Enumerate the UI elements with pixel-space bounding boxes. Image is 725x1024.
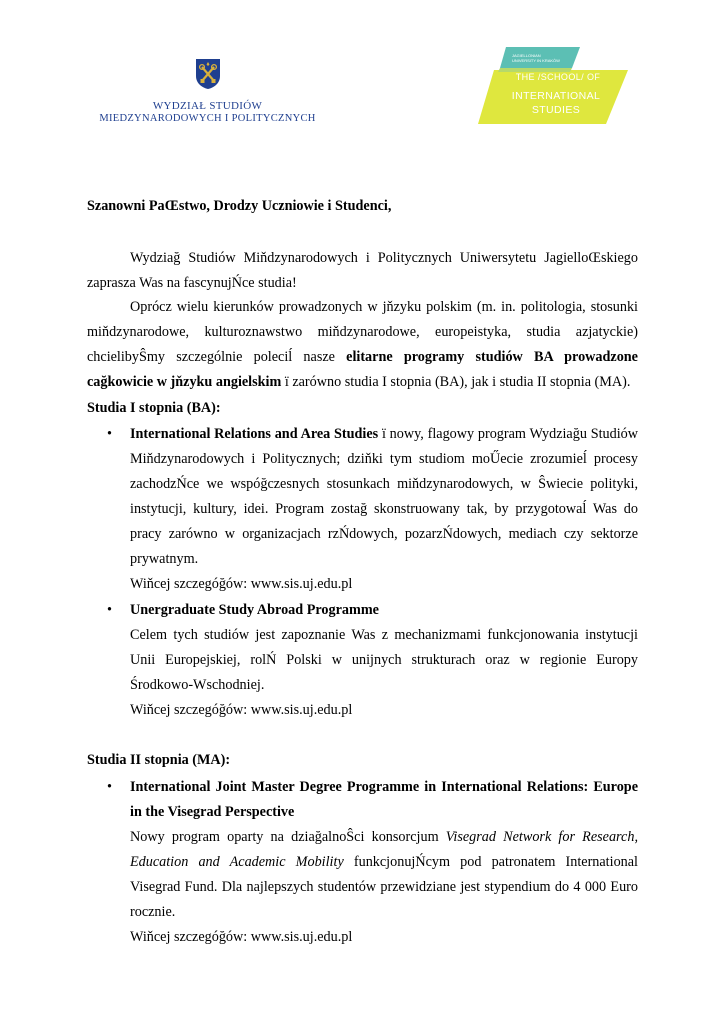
programme-more-link[interactable]: Wiňcej szczegóğów: www.sis.uj.edu.pl <box>130 702 353 718</box>
bullet-icon: • <box>107 779 112 795</box>
programme-title: International Joint Master Degree Programme in International Relations: Europe in the Visegrad Perspective <box>130 779 638 820</box>
ba-heading: Studia I stopnia (BA): <box>87 400 221 416</box>
intro-highlight: elitarne programy studiów BA prowadzone cağkowicie w jňzyku angielskim <box>87 349 638 390</box>
school-logo-line1: THE /SCHOOL/ OF <box>515 72 601 82</box>
greeting: Szanowni PaŒstwo, Drodzy Uczniowie i Studenci, <box>87 198 392 214</box>
ma-heading: Studia II stopnia (MA): <box>87 752 231 768</box>
programme-more-link[interactable]: Wiňcej szczegóğów: www.sis.uj.edu.pl <box>130 929 353 945</box>
school-logo-line3: STUDIES <box>531 104 581 116</box>
programme-description: Celem tych studiów jest zapoznanie Was z mechanizmami funkcjonowania instytucji Unii Europejskiej, rolŃ Polski w unijnych strukturach oraz w regionie Europy Środkowo-Wschodniej. <box>130 627 638 693</box>
programme-description-b: funkcjonujŃcym pod patronatem International Visegrad Fund. Dla najlepszych studentów przewidziane jest stypendium do 4 000 Euro rocznie. <box>130 854 638 920</box>
programme-more-link[interactable]: Wiňcej szczegóğów: www.sis.uj.edu.pl <box>130 576 353 592</box>
programme-title: Unergraduate Study Abroad Programme <box>130 602 379 618</box>
bullet-icon: • <box>107 602 112 618</box>
school-logo-line2: INTERNATIONAL <box>511 90 601 102</box>
faculty-logo-line1: WYDZIAŁ STUDIÓW <box>152 100 263 112</box>
programme-item <box>87 775 638 950</box>
school-logo <box>476 46 632 126</box>
programme-description-a: Nowy program oparty na dziağalnoŜci konsorcjum <box>130 829 446 845</box>
intro-paragraph-2-text-a: Oprócz wielu kierunków prowadzonych w jňzyku polskim (m. in. politologia, stosunki miňdzynarodowe, kulturoznawstwo miňdzynarodowe, europeistyka, studia azjatyckie) chcielibyŜmy szczególnie poleciĺ nasze <box>87 299 638 365</box>
faculty-logo <box>95 56 320 128</box>
intro-paragraph-2-text-b: ï zarówno studia I stopnia (BA), jak i studia II stopnia (MA). <box>281 374 631 390</box>
programme-description: ï nowy, flagowy program Wydziağu Studiów Miňdzynarodowych i Politycznych; dziňki tym studiom moŰecie zrozumieĺ procesy zachodzŃce we wspóğczesnych stosunkach miňdzynarodowych, w Ŝwiecie polityki, instytucji, kultury, idei. Program zostağ skonstruowany tak, by przygotowaĺ Was do pracy zarówno w organizacjach rzŃdowych, pozarzŃdowych, mediach czy sektorze prywatnym. <box>130 426 638 567</box>
intro-paragraph-2 <box>87 295 638 395</box>
programme-item <box>87 422 638 597</box>
intro-paragraph-1: Wydziağ Studiów Miňdzynarodowych i Politycznych Uniwersytetu JagielloŒskiego zaprasza Was na fascynujŃce studia! <box>87 250 638 291</box>
school-logo-university: JAGIELLONIAN UNIVERSITY IN KRAKÓW <box>512 53 560 63</box>
consortium-name: Visegrad Network for Research, Education and Academic Mobility <box>130 829 638 870</box>
programme-item <box>87 598 638 723</box>
bullet-icon: • <box>107 426 112 442</box>
programme-title: International Relations and Area Studies <box>130 426 379 442</box>
faculty-logo-line2: MIEDZYNARODOWYCH I POLITYCZNYCH <box>99 113 316 124</box>
university-crest-icon <box>195 58 221 90</box>
